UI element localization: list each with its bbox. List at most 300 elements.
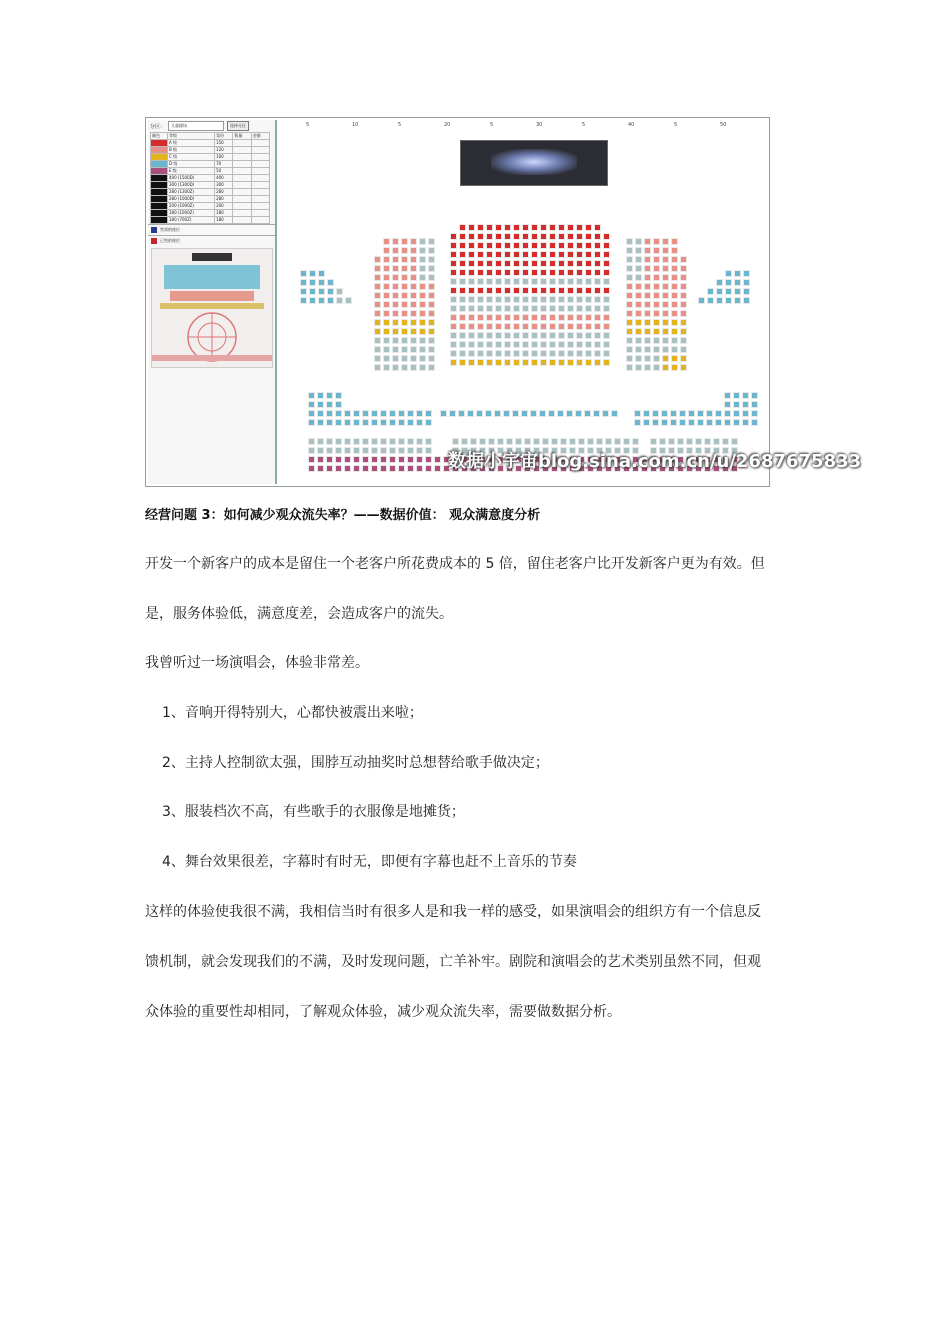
seat[interactable] <box>353 419 360 426</box>
seat[interactable] <box>513 296 520 303</box>
seat[interactable] <box>731 438 738 445</box>
seat[interactable] <box>671 274 678 281</box>
seat[interactable] <box>626 265 633 272</box>
price-table-row[interactable] <box>151 203 270 210</box>
seat[interactable] <box>576 287 583 294</box>
seat[interactable] <box>513 242 520 249</box>
seat[interactable] <box>383 328 390 335</box>
seat[interactable] <box>468 287 475 294</box>
seat[interactable] <box>697 410 704 417</box>
seat[interactable] <box>486 332 493 339</box>
seat[interactable] <box>680 337 687 344</box>
seat[interactable] <box>371 447 378 454</box>
seat[interactable] <box>486 251 493 258</box>
seat[interactable] <box>419 319 426 326</box>
seat[interactable] <box>450 332 457 339</box>
seat[interactable] <box>662 292 669 299</box>
seat[interactable] <box>477 278 484 285</box>
seat[interactable] <box>662 355 669 362</box>
seat[interactable] <box>724 392 731 399</box>
seat[interactable] <box>635 292 642 299</box>
seat[interactable] <box>635 310 642 317</box>
seat[interactable] <box>653 301 660 308</box>
seat[interactable] <box>725 288 732 295</box>
seat[interactable] <box>486 269 493 276</box>
seat[interactable] <box>662 310 669 317</box>
seat[interactable] <box>626 310 633 317</box>
seat[interactable] <box>734 288 741 295</box>
seat[interactable] <box>557 410 564 417</box>
seat[interactable] <box>644 310 651 317</box>
seat[interactable] <box>522 224 529 231</box>
seat[interactable] <box>470 438 477 445</box>
seat[interactable] <box>531 350 538 357</box>
seat[interactable] <box>477 341 484 348</box>
seat[interactable] <box>362 419 369 426</box>
seat[interactable] <box>459 260 466 267</box>
seat[interactable] <box>335 410 342 417</box>
seat[interactable] <box>644 328 651 335</box>
seat[interactable] <box>524 438 531 445</box>
seat[interactable] <box>459 341 466 348</box>
seat[interactable] <box>308 410 315 417</box>
seat[interactable] <box>486 323 493 330</box>
seat[interactable] <box>626 337 633 344</box>
seat[interactable] <box>603 260 610 267</box>
seat[interactable] <box>513 251 520 258</box>
seat[interactable] <box>531 287 538 294</box>
seat[interactable] <box>549 242 556 249</box>
seat[interactable] <box>706 419 713 426</box>
seat[interactable] <box>594 233 601 240</box>
seat[interactable] <box>477 305 484 312</box>
seat[interactable] <box>392 247 399 254</box>
seat[interactable] <box>603 251 610 258</box>
seat[interactable] <box>653 292 660 299</box>
seat[interactable] <box>680 355 687 362</box>
seat[interactable] <box>497 438 504 445</box>
seat[interactable] <box>419 292 426 299</box>
seat[interactable] <box>392 346 399 353</box>
seat[interactable] <box>626 301 633 308</box>
seat[interactable] <box>486 350 493 357</box>
seat[interactable] <box>644 238 651 245</box>
seat[interactable] <box>477 332 484 339</box>
seat[interactable] <box>531 251 538 258</box>
seat[interactable] <box>450 251 457 258</box>
seat[interactable] <box>594 287 601 294</box>
seat[interactable] <box>318 288 325 295</box>
seat[interactable] <box>587 438 594 445</box>
seat[interactable] <box>477 233 484 240</box>
seat[interactable] <box>653 238 660 245</box>
seat[interactable] <box>549 350 556 357</box>
seat[interactable] <box>428 337 435 344</box>
seat[interactable] <box>626 328 633 335</box>
seat[interactable] <box>680 283 687 290</box>
seat[interactable] <box>680 310 687 317</box>
seat[interactable] <box>401 346 408 353</box>
seat[interactable] <box>468 332 475 339</box>
seat[interactable] <box>513 359 520 366</box>
seat[interactable] <box>389 465 396 472</box>
seat[interactable] <box>558 296 565 303</box>
seat[interactable] <box>548 410 555 417</box>
seat[interactable] <box>419 247 426 254</box>
seat[interactable] <box>634 410 641 417</box>
seat[interactable] <box>317 465 324 472</box>
seat[interactable] <box>662 265 669 272</box>
seat[interactable] <box>585 251 592 258</box>
seat[interactable] <box>504 242 511 249</box>
seat[interactable] <box>558 341 565 348</box>
seat[interactable] <box>635 301 642 308</box>
seat[interactable] <box>549 296 556 303</box>
seat[interactable] <box>522 278 529 285</box>
seat[interactable] <box>653 319 660 326</box>
seat[interactable] <box>549 323 556 330</box>
seat[interactable] <box>425 410 432 417</box>
seat[interactable] <box>585 296 592 303</box>
seat[interactable] <box>459 350 466 357</box>
seat[interactable] <box>679 410 686 417</box>
seat[interactable] <box>716 297 723 304</box>
seat[interactable] <box>419 274 426 281</box>
seat[interactable] <box>383 265 390 272</box>
seat[interactable] <box>398 419 405 426</box>
seat[interactable] <box>486 341 493 348</box>
seat[interactable] <box>558 260 565 267</box>
seat[interactable] <box>567 323 574 330</box>
seat[interactable] <box>353 447 360 454</box>
seat[interactable] <box>335 447 342 454</box>
seat[interactable] <box>374 319 381 326</box>
seat[interactable] <box>513 269 520 276</box>
seat[interactable] <box>380 410 387 417</box>
seat[interactable] <box>383 355 390 362</box>
seat[interactable] <box>576 242 583 249</box>
seat[interactable] <box>661 410 668 417</box>
seat[interactable] <box>513 341 520 348</box>
seat[interactable] <box>653 274 660 281</box>
seat[interactable] <box>389 456 396 463</box>
price-table-row[interactable] <box>151 147 270 154</box>
seat[interactable] <box>317 410 324 417</box>
seat[interactable] <box>549 359 556 366</box>
seat[interactable] <box>450 278 457 285</box>
seat[interactable] <box>680 274 687 281</box>
seat[interactable] <box>680 265 687 272</box>
seat[interactable] <box>486 278 493 285</box>
seat[interactable] <box>635 319 642 326</box>
seat[interactable] <box>407 438 414 445</box>
seat[interactable] <box>531 359 538 366</box>
seat[interactable] <box>635 247 642 254</box>
seat[interactable] <box>410 247 417 254</box>
seat[interactable] <box>401 328 408 335</box>
seat[interactable] <box>558 251 565 258</box>
seat[interactable] <box>486 305 493 312</box>
seat[interactable] <box>605 438 612 445</box>
seat[interactable] <box>558 242 565 249</box>
seat[interactable] <box>495 278 502 285</box>
seat[interactable] <box>450 359 457 366</box>
seat[interactable] <box>425 456 432 463</box>
seat[interactable] <box>371 438 378 445</box>
seat[interactable] <box>392 364 399 371</box>
seat[interactable] <box>653 337 660 344</box>
seat[interactable] <box>558 332 565 339</box>
seat[interactable] <box>407 410 414 417</box>
seat[interactable] <box>549 287 556 294</box>
seat[interactable] <box>585 314 592 321</box>
seat[interactable] <box>392 328 399 335</box>
seat[interactable] <box>401 301 408 308</box>
seat[interactable] <box>725 270 732 277</box>
seat[interactable] <box>643 410 650 417</box>
seat[interactable] <box>410 319 417 326</box>
seat[interactable] <box>428 346 435 353</box>
seat[interactable] <box>540 233 547 240</box>
seat[interactable] <box>371 456 378 463</box>
seat[interactable] <box>522 233 529 240</box>
seat[interactable] <box>522 350 529 357</box>
seat[interactable] <box>410 301 417 308</box>
seat[interactable] <box>715 419 722 426</box>
seat[interactable] <box>374 301 381 308</box>
seat[interactable] <box>567 305 574 312</box>
seat[interactable] <box>486 224 493 231</box>
seat[interactable] <box>650 438 657 445</box>
seat[interactable] <box>551 438 558 445</box>
seat[interactable] <box>300 288 307 295</box>
seat[interactable] <box>626 247 633 254</box>
seat[interactable] <box>567 269 574 276</box>
price-table-row[interactable] <box>151 189 270 196</box>
seat[interactable] <box>679 419 686 426</box>
seat[interactable] <box>671 292 678 299</box>
seat[interactable] <box>567 224 574 231</box>
seat[interactable] <box>300 270 307 277</box>
seat[interactable] <box>495 314 502 321</box>
seat[interactable] <box>380 465 387 472</box>
seat[interactable] <box>461 438 468 445</box>
seat[interactable] <box>300 297 307 304</box>
seat[interactable] <box>326 438 333 445</box>
seat[interactable] <box>383 319 390 326</box>
seat[interactable] <box>468 224 475 231</box>
seat[interactable] <box>558 359 565 366</box>
seat[interactable] <box>450 269 457 276</box>
seat[interactable] <box>486 314 493 321</box>
seat[interactable] <box>459 233 466 240</box>
seat[interactable] <box>374 346 381 353</box>
seat[interactable] <box>504 278 511 285</box>
seat[interactable] <box>504 314 511 321</box>
seat[interactable] <box>410 256 417 263</box>
seat[interactable] <box>401 247 408 254</box>
seat[interactable] <box>513 323 520 330</box>
seat[interactable] <box>704 438 711 445</box>
seat[interactable] <box>477 314 484 321</box>
seat[interactable] <box>335 392 342 399</box>
seat[interactable] <box>540 323 547 330</box>
seat[interactable] <box>450 287 457 294</box>
seat[interactable] <box>362 447 369 454</box>
seat[interactable] <box>626 256 633 263</box>
seat[interactable] <box>318 270 325 277</box>
seat[interactable] <box>428 364 435 371</box>
seat[interactable] <box>662 274 669 281</box>
seat[interactable] <box>504 296 511 303</box>
seat[interactable] <box>468 296 475 303</box>
seat[interactable] <box>652 419 659 426</box>
seat[interactable] <box>326 447 333 454</box>
seat[interactable] <box>425 438 432 445</box>
seat[interactable] <box>308 392 315 399</box>
seat[interactable] <box>335 419 342 426</box>
seat[interactable] <box>300 279 307 286</box>
seat[interactable] <box>540 314 547 321</box>
seat[interactable] <box>713 438 720 445</box>
seat[interactable] <box>603 278 610 285</box>
seat[interactable] <box>585 242 592 249</box>
seat[interactable] <box>567 260 574 267</box>
seat[interactable] <box>531 332 538 339</box>
seat[interactable] <box>594 278 601 285</box>
seat[interactable] <box>540 269 547 276</box>
seat[interactable] <box>635 364 642 371</box>
seat[interactable] <box>450 233 457 240</box>
seat[interactable] <box>495 341 502 348</box>
seat[interactable] <box>383 274 390 281</box>
seat[interactable] <box>688 410 695 417</box>
seat[interactable] <box>326 410 333 417</box>
seat[interactable] <box>742 410 749 417</box>
seat[interactable] <box>734 297 741 304</box>
seat[interactable] <box>410 265 417 272</box>
seat[interactable] <box>560 438 567 445</box>
seat[interactable] <box>706 410 713 417</box>
seat[interactable] <box>374 364 381 371</box>
seat[interactable] <box>317 392 324 399</box>
seat[interactable] <box>576 278 583 285</box>
price-table-row[interactable] <box>151 210 270 217</box>
seat[interactable] <box>635 274 642 281</box>
seat[interactable] <box>671 355 678 362</box>
seat[interactable] <box>531 233 538 240</box>
seat[interactable] <box>743 288 750 295</box>
seat[interactable] <box>576 305 583 312</box>
seat[interactable] <box>549 269 556 276</box>
seat[interactable] <box>558 278 565 285</box>
seat[interactable] <box>344 438 351 445</box>
seat[interactable] <box>567 278 574 285</box>
seat[interactable] <box>626 274 633 281</box>
seat[interactable] <box>459 314 466 321</box>
seat[interactable] <box>668 438 675 445</box>
seat[interactable] <box>495 323 502 330</box>
seat[interactable] <box>515 438 522 445</box>
seat[interactable] <box>671 283 678 290</box>
seat[interactable] <box>459 305 466 312</box>
seat[interactable] <box>468 305 475 312</box>
seat[interactable] <box>742 392 749 399</box>
seat[interactable] <box>374 274 381 281</box>
seat[interactable] <box>626 355 633 362</box>
seat[interactable] <box>576 314 583 321</box>
seat[interactable] <box>392 292 399 299</box>
seat[interactable] <box>419 364 426 371</box>
seat[interactable] <box>495 260 502 267</box>
seat[interactable] <box>407 456 414 463</box>
seat[interactable] <box>309 279 316 286</box>
seat[interactable] <box>450 350 457 357</box>
seat[interactable] <box>327 288 334 295</box>
seat[interactable] <box>644 283 651 290</box>
seat[interactable] <box>549 278 556 285</box>
seat[interactable] <box>504 224 511 231</box>
seat[interactable] <box>513 287 520 294</box>
seat[interactable] <box>419 346 426 353</box>
seat[interactable] <box>614 438 621 445</box>
seat[interactable] <box>578 438 585 445</box>
seat[interactable] <box>389 447 396 454</box>
seat[interactable] <box>428 265 435 272</box>
seat[interactable] <box>335 401 342 408</box>
seat[interactable] <box>585 341 592 348</box>
seat[interactable] <box>459 278 466 285</box>
seat[interactable] <box>522 314 529 321</box>
seat[interactable] <box>459 224 466 231</box>
seat[interactable] <box>567 251 574 258</box>
seat[interactable] <box>428 310 435 317</box>
seat[interactable] <box>522 269 529 276</box>
seat[interactable] <box>416 438 423 445</box>
seat[interactable] <box>344 447 351 454</box>
seat[interactable] <box>486 296 493 303</box>
seat[interactable] <box>522 305 529 312</box>
seat[interactable] <box>602 410 609 417</box>
seat[interactable] <box>459 287 466 294</box>
seat[interactable] <box>410 328 417 335</box>
seat[interactable] <box>486 242 493 249</box>
seat[interactable] <box>522 251 529 258</box>
seat[interactable] <box>371 465 378 472</box>
seat[interactable] <box>644 265 651 272</box>
seat[interactable] <box>671 310 678 317</box>
seat[interactable] <box>410 310 417 317</box>
seat[interactable] <box>567 350 574 357</box>
seat[interactable] <box>635 238 642 245</box>
seat[interactable] <box>425 465 432 472</box>
seat[interactable] <box>623 438 630 445</box>
seat[interactable] <box>671 346 678 353</box>
seat[interactable] <box>362 410 369 417</box>
seat[interactable] <box>671 328 678 335</box>
seat[interactable] <box>707 288 714 295</box>
price-table-row[interactable] <box>151 161 270 168</box>
seat[interactable] <box>477 251 484 258</box>
seat[interactable] <box>540 296 547 303</box>
seat[interactable] <box>392 256 399 263</box>
seat[interactable] <box>407 465 414 472</box>
seat[interactable] <box>401 283 408 290</box>
seat[interactable] <box>308 419 315 426</box>
seat[interactable] <box>626 238 633 245</box>
seat[interactable] <box>575 410 582 417</box>
seat[interactable] <box>344 419 351 426</box>
